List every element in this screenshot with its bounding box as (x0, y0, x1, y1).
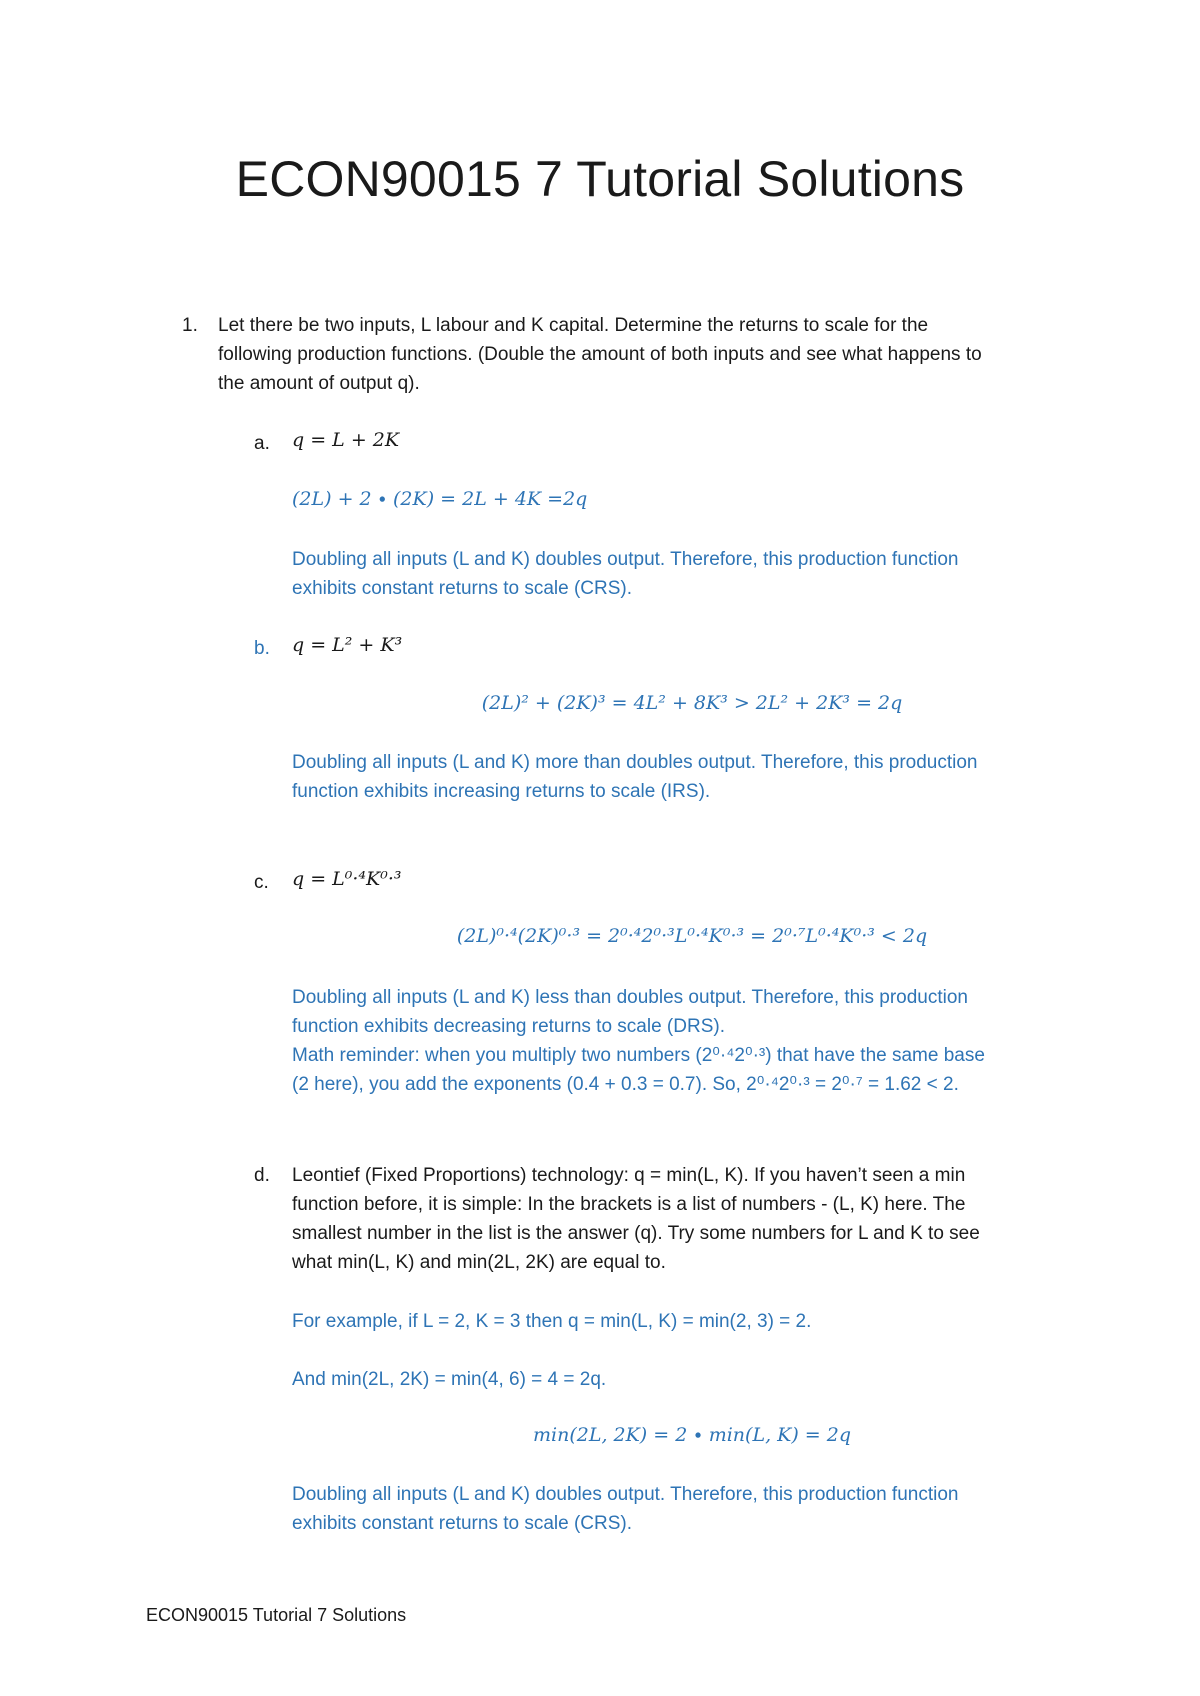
explanation-line: exhibits constant returns to scale (CRS). (292, 1513, 633, 1534)
explanation-line: Doubling all inputs (L and K) doubles output. Therefore, this production function (292, 1484, 959, 1505)
explanation-line: Doubling all inputs (L and K) less than doubles output. Therefore, this production (292, 987, 968, 1008)
part-c-explanation (292, 983, 1112, 1099)
question-line: the amount of output q). (218, 373, 420, 394)
question-text (218, 311, 1098, 398)
part-d-example-1: For example, if L = 2, K = 3 then q = min(L, K) = min(2, 3) = 2. (292, 1311, 812, 1332)
explanation-line: function exhibits decreasing returns to scale (DRS). (292, 1016, 725, 1037)
part-b-calc: (2L)² + (2K)³ = 4L² + 8K³ > 2L² + 2K³ = 2q (481, 692, 903, 714)
page-footer: ECON90015 Tutorial 7 Solutions (146, 1605, 407, 1625)
part-d-label: d. (254, 1165, 270, 1186)
question-line: following production functions. (Double the amount of both inputs and see what happens to (218, 344, 982, 365)
document-title: ECON90015 7 Tutorial Solutions (235, 151, 965, 207)
part-b-function: q = L² + K³ (292, 634, 403, 656)
part-d-example-2: And min(2L, 2K) = min(4, 6) = 4 = 2q. (292, 1369, 607, 1390)
part-c-function: q = L⁰·⁴K⁰·³ (292, 868, 402, 890)
reminder-line: (2 here), you add the exponents (0.4 + 0.3 = 0.7). So, 2⁰·⁴2⁰·³ = 2⁰·⁷ = 1.62 < 2. (292, 1074, 959, 1095)
part-c-label: c. (254, 872, 269, 893)
part-d-line: smallest number in the list is the answer (q). Try some numbers for L and K to see (292, 1223, 980, 1244)
part-a-calc: (2L) + 2 ∙ (2K) = 2L + 4K =2q (292, 488, 588, 510)
part-d-line: Leontief (Fixed Proportions) technology: q = min(L, K). If you haven’t seen a min (292, 1165, 966, 1186)
part-d-line: what min(L, K) and min(2L, 2K) are equal to. (292, 1252, 666, 1273)
part-c-calc: (2L)⁰·⁴(2K)⁰·³ = 2⁰·⁴2⁰·³L⁰·⁴K⁰·³ = 2⁰·⁷L⁰·⁴K⁰·³ < 2q (456, 925, 928, 947)
part-d-text (292, 1161, 1112, 1277)
explanation-line: function exhibits increasing returns to scale (IRS). (292, 781, 711, 802)
part-a-function: q = L + 2K (292, 429, 400, 451)
explanation-line: exhibits constant returns to scale (CRS). (292, 578, 633, 599)
question-number: 1. (182, 315, 198, 336)
part-d-explanation (292, 1480, 1092, 1538)
question-line: Let there be two inputs, L labour and K capital. Determine the returns to scale for the (218, 315, 929, 336)
part-d-line: function before, it is simple: In the brackets is a list of numbers - (L, K) here. The (292, 1194, 966, 1215)
part-a-explanation (292, 545, 1092, 603)
explanation-line: Doubling all inputs (L and K) doubles output. Therefore, this production function (292, 549, 959, 570)
explanation-line: Doubling all inputs (L and K) more than doubles output. Therefore, this production (292, 752, 978, 773)
part-b-explanation (292, 748, 1092, 806)
part-b-label: b. (254, 638, 270, 659)
part-a-label: a. (254, 433, 270, 454)
reminder-line: Math reminder: when you multiply two numbers (2⁰·⁴2⁰·³) that have the same base (292, 1045, 985, 1066)
part-d-calc: min(2L, 2K) = 2 ∙ min(L, K) = 2q (533, 1424, 851, 1446)
